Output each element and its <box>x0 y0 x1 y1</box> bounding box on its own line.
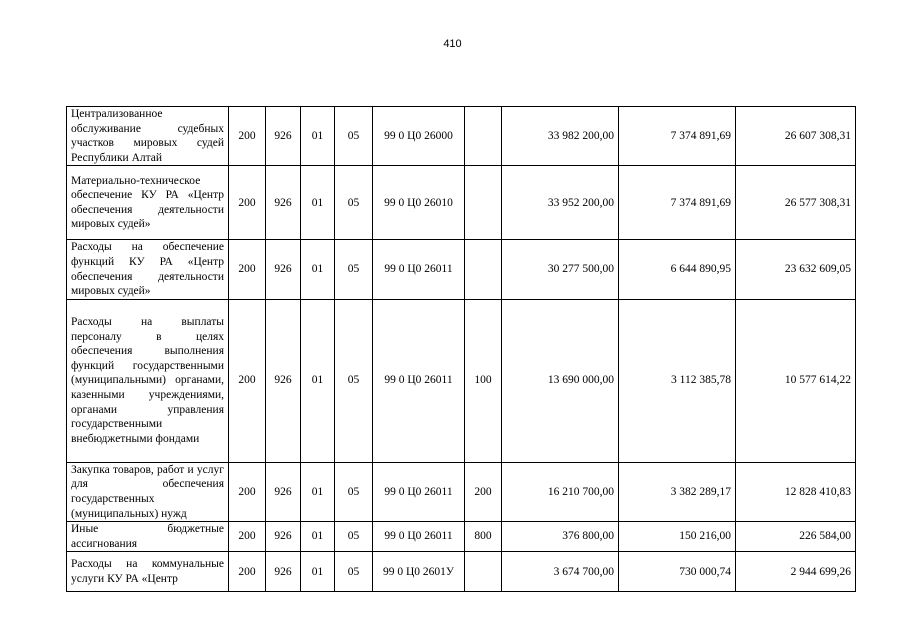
amount-plan-cell: 376 800,00 <box>502 522 619 552</box>
code-ved-cell: 926 <box>266 299 301 462</box>
amount-remaining-cell: 2 944 699,26 <box>736 552 856 592</box>
code-rz-cell: 01 <box>301 522 335 552</box>
code-csr-cell: 99 0 Ц0 26011 <box>373 522 465 552</box>
code-vr-cell: 200 <box>465 462 502 521</box>
row-name-cell: Расходы на выплаты персоналу в целях обеспечения выполнения функций государственными (муниципальными) органами, казенными учреждениями, органами управления государственными внебюджетными фондами <box>67 299 229 462</box>
code-vr-cell <box>465 166 502 240</box>
code-gr-cell: 200 <box>229 522 266 552</box>
code-vr-cell <box>465 107 502 166</box>
code-rz-cell: 01 <box>301 107 335 166</box>
amount-plan-cell: 33 952 200,00 <box>502 166 619 240</box>
amount-plan-cell: 13 690 000,00 <box>502 299 619 462</box>
budget-table <box>66 106 856 592</box>
code-rz-cell: 01 <box>301 552 335 592</box>
code-pr-cell: 05 <box>335 240 373 299</box>
code-pr-cell: 05 <box>335 107 373 166</box>
code-vr-cell: 100 <box>465 299 502 462</box>
table-row <box>67 240 856 299</box>
code-pr-cell: 05 <box>335 462 373 521</box>
code-ved-cell: 926 <box>266 107 301 166</box>
code-csr-cell: 99 0 Ц0 26011 <box>373 299 465 462</box>
amount-executed-cell: 150 216,00 <box>619 522 736 552</box>
code-pr-cell: 05 <box>335 522 373 552</box>
amount-executed-cell: 3 112 385,78 <box>619 299 736 462</box>
amount-executed-cell: 7 374 891,69 <box>619 107 736 166</box>
code-gr-cell: 200 <box>229 552 266 592</box>
code-gr-cell: 200 <box>229 240 266 299</box>
code-gr-cell: 200 <box>229 462 266 521</box>
table-row <box>67 299 856 462</box>
code-csr-cell: 99 0 Ц0 26011 <box>373 462 465 521</box>
table-row <box>67 462 856 521</box>
code-csr-cell: 99 0 Ц0 2601У <box>373 552 465 592</box>
amount-executed-cell: 6 644 890,95 <box>619 240 736 299</box>
code-ved-cell: 926 <box>266 522 301 552</box>
code-gr-cell: 200 <box>229 299 266 462</box>
page-number: 410 <box>443 38 462 50</box>
row-name-cell: Иные бюджетные ассигнования <box>67 522 229 552</box>
table-row <box>67 522 856 552</box>
code-csr-cell: 99 0 Ц0 26000 <box>373 107 465 166</box>
code-gr-cell: 200 <box>229 166 266 240</box>
code-vr-cell <box>465 552 502 592</box>
amount-plan-cell: 16 210 700,00 <box>502 462 619 521</box>
amount-plan-cell: 30 277 500,00 <box>502 240 619 299</box>
code-gr-cell: 200 <box>229 107 266 166</box>
amount-executed-cell: 3 382 289,17 <box>619 462 736 521</box>
code-rz-cell: 01 <box>301 166 335 240</box>
code-pr-cell: 05 <box>335 166 373 240</box>
amount-plan-cell: 33 982 200,00 <box>502 107 619 166</box>
row-name-cell: Централизованное обслуживание судебных участков мировых судей Республики Алтай <box>67 107 229 166</box>
code-csr-cell: 99 0 Ц0 26011 <box>373 240 465 299</box>
amount-executed-cell: 7 374 891,69 <box>619 166 736 240</box>
row-name-cell: Расходы на коммунальные услуги КУ РА «Центр <box>67 552 229 592</box>
row-name-cell: Материально-техническое обеспечение КУ РА «Центр обеспечения деятельности мировых судей» <box>67 166 229 240</box>
amount-remaining-cell: 10 577 614,22 <box>736 299 856 462</box>
row-name-cell: Расходы на обеспечение функций КУ РА «Центр обеспечения деятельности мировых судей» <box>67 240 229 299</box>
amount-remaining-cell: 23 632 609,05 <box>736 240 856 299</box>
code-ved-cell: 926 <box>266 166 301 240</box>
code-ved-cell: 926 <box>266 240 301 299</box>
amount-remaining-cell: 12 828 410,83 <box>736 462 856 521</box>
code-rz-cell: 01 <box>301 462 335 521</box>
code-ved-cell: 926 <box>266 462 301 521</box>
amount-executed-cell: 730 000,74 <box>619 552 736 592</box>
amount-remaining-cell: 226 584,00 <box>736 522 856 552</box>
amount-remaining-cell: 26 577 308,31 <box>736 166 856 240</box>
row-name-cell: Закупка товаров, работ и услуг для обеспечения государственных (муниципальных) нужд <box>67 462 229 521</box>
code-vr-cell: 800 <box>465 522 502 552</box>
code-ved-cell: 926 <box>266 552 301 592</box>
code-csr-cell: 99 0 Ц0 26010 <box>373 166 465 240</box>
table-row <box>67 166 856 240</box>
code-pr-cell: 05 <box>335 552 373 592</box>
table-row <box>67 107 856 166</box>
amount-plan-cell: 3 674 700,00 <box>502 552 619 592</box>
code-vr-cell <box>465 240 502 299</box>
code-rz-cell: 01 <box>301 240 335 299</box>
code-pr-cell: 05 <box>335 299 373 462</box>
amount-remaining-cell: 26 607 308,31 <box>736 107 856 166</box>
table-row <box>67 552 856 592</box>
code-rz-cell: 01 <box>301 299 335 462</box>
